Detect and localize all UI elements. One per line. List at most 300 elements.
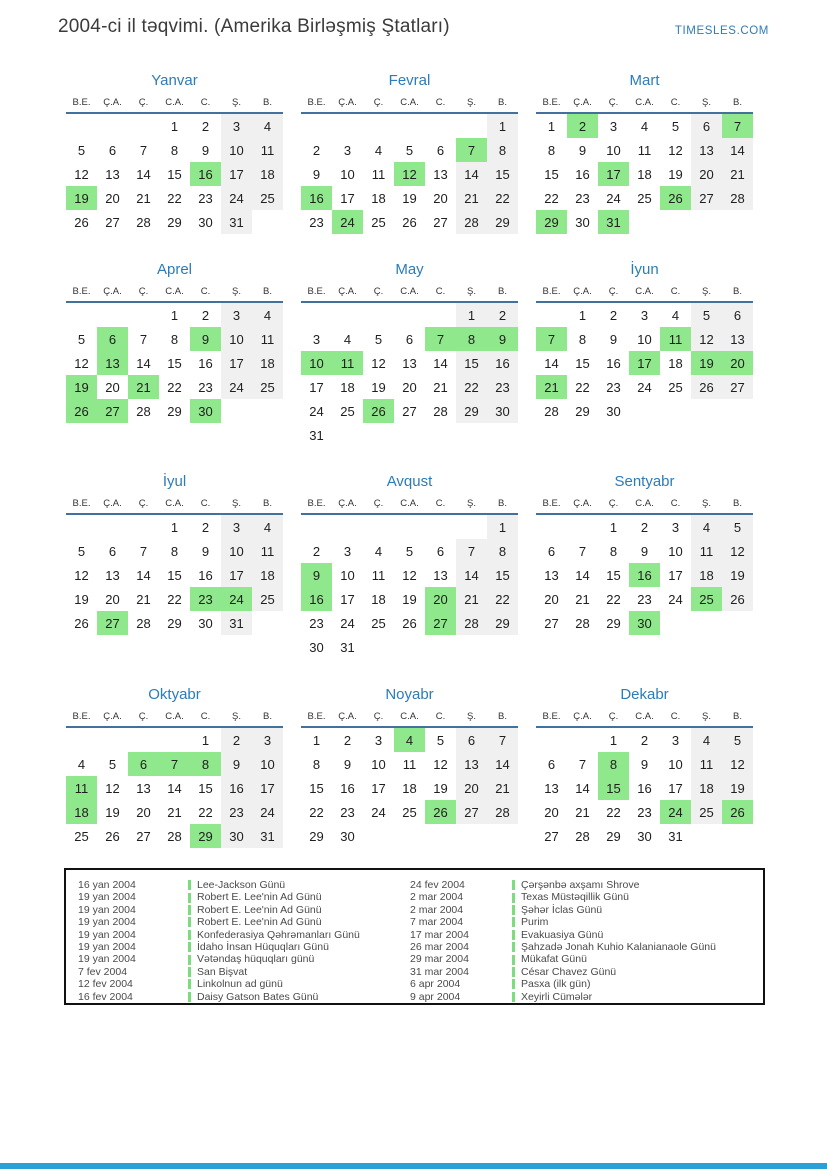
- day-cell: 25: [252, 186, 283, 210]
- day-cell: 30: [637, 828, 652, 844]
- holiday-date: 29 mar 2004: [410, 953, 469, 966]
- day-cell: 8: [609, 543, 618, 559]
- month-grid: [536, 283, 753, 423]
- day-cell: 24: [309, 403, 324, 419]
- day-cell: 15: [167, 166, 182, 182]
- holiday-entry: [188, 879, 410, 891]
- holiday-entry: [512, 879, 757, 891]
- day-cell: 1: [201, 732, 210, 748]
- day-cell: 30: [629, 611, 660, 635]
- day-cell: 22: [487, 186, 518, 210]
- day-cell: 14: [136, 166, 151, 182]
- day-cell: 3: [640, 307, 649, 323]
- day-cell: 8: [170, 331, 179, 347]
- day-cell: 12: [394, 162, 425, 186]
- weekday-header: B.E.: [536, 708, 567, 727]
- month-title: Sentyabr: [614, 473, 675, 490]
- day-cell: [97, 727, 128, 752]
- day-cell: 19: [433, 780, 448, 796]
- day-cell: 9: [343, 756, 352, 772]
- weekday-header: Ç.A.: [332, 495, 363, 514]
- day-cell: [691, 824, 722, 848]
- day-cell: [66, 113, 97, 138]
- day-cell: 22: [167, 591, 182, 607]
- day-cell: 27: [136, 828, 151, 844]
- weekday-header: Ç.: [128, 495, 159, 514]
- day-cell: 4: [252, 113, 283, 138]
- month-grid: [536, 708, 753, 848]
- weekday-header: Ç.: [598, 708, 629, 727]
- holiday-entry: [188, 929, 410, 941]
- day-cell: 1: [170, 307, 179, 323]
- day-cell: 20: [136, 804, 151, 820]
- holiday-name: Purim: [521, 916, 549, 929]
- day-cell: 12: [722, 752, 753, 776]
- day-cell: 13: [544, 567, 559, 583]
- weekday-header: C.: [190, 283, 221, 302]
- day-cell: 6: [405, 331, 414, 347]
- holiday-entry: [512, 904, 757, 916]
- day-cell: 31: [309, 427, 324, 443]
- weekday-header: C.A.: [394, 708, 425, 727]
- holiday-marker-icon: [512, 905, 515, 915]
- weekday-header: B.E.: [66, 283, 97, 302]
- day-cell: 17: [252, 776, 283, 800]
- day-cell: 27: [544, 828, 559, 844]
- day-cell: 8: [487, 138, 518, 162]
- holiday-date: 26 mar 2004: [410, 941, 469, 954]
- day-cell: 9: [312, 166, 321, 182]
- day-cell: 23: [309, 615, 324, 631]
- day-cell: 5: [405, 142, 414, 158]
- day-cell: 16: [575, 166, 590, 182]
- day-cell: 2: [567, 113, 598, 138]
- weekday-header: Ş.: [221, 708, 252, 727]
- day-cell: [456, 824, 487, 848]
- day-cell: 18: [252, 563, 283, 587]
- month-9: [536, 471, 753, 684]
- holiday-date: 9 apr 2004: [410, 990, 461, 1003]
- day-cell: 14: [167, 780, 182, 796]
- weekday-header: Ç.A.: [567, 94, 598, 113]
- day-cell: [722, 210, 753, 234]
- day-cell: 18: [252, 162, 283, 186]
- day-cell: 27: [722, 375, 753, 399]
- day-cell: 1: [609, 519, 618, 535]
- day-cell: 11: [371, 166, 386, 182]
- holiday-entry: [512, 966, 757, 978]
- weekday-header: Ç.A.: [332, 94, 363, 113]
- day-cell: 31: [252, 824, 283, 848]
- day-cell: 4: [252, 302, 283, 327]
- day-cell: [301, 302, 332, 327]
- weekday-header: Ç.A.: [97, 94, 128, 113]
- day-cell: 24: [371, 804, 386, 820]
- weekday-header: C.: [425, 708, 456, 727]
- day-cell: 17: [371, 780, 386, 796]
- holiday-marker-icon: [512, 942, 515, 952]
- day-cell: 24: [606, 190, 621, 206]
- day-cell: [301, 113, 332, 138]
- day-cell: 1: [609, 732, 618, 748]
- day-cell: 21: [128, 375, 159, 399]
- day-cell: 12: [433, 756, 448, 772]
- weekday-header: B.E.: [301, 708, 332, 727]
- day-cell: [97, 302, 128, 327]
- weekday-header: Ç.: [363, 94, 394, 113]
- day-cell: 22: [575, 379, 590, 395]
- day-cell: 16: [301, 186, 332, 210]
- day-cell: 8: [170, 142, 179, 158]
- day-cell: 10: [340, 567, 355, 583]
- day-cell: 11: [691, 539, 722, 563]
- day-cell: 12: [371, 355, 386, 371]
- day-cell: 1: [170, 519, 179, 535]
- day-cell: [363, 302, 394, 327]
- day-cell: 6: [691, 113, 722, 138]
- holiday-marker-icon: [512, 930, 515, 940]
- day-cell: 6: [128, 752, 159, 776]
- day-cell: 21: [433, 379, 448, 395]
- month-title: Mart: [629, 72, 660, 89]
- weekday-header: Ç.A.: [97, 283, 128, 302]
- weekday-header: Ç.: [363, 495, 394, 514]
- month-title: May: [395, 261, 424, 278]
- day-cell: 9: [578, 142, 587, 158]
- day-cell: 27: [425, 611, 456, 635]
- holiday-date: 24 fev 2004: [410, 879, 465, 891]
- day-cell: [252, 210, 283, 234]
- weekday-header: Ç.: [128, 94, 159, 113]
- day-cell: 10: [252, 752, 283, 776]
- day-cell: 4: [343, 331, 352, 347]
- holiday-marker-icon: [512, 979, 515, 989]
- holiday-entry: [188, 941, 410, 953]
- day-cell: 13: [105, 166, 120, 182]
- holiday-entry: [188, 978, 410, 990]
- day-cell: [332, 423, 363, 447]
- day-cell: 14: [433, 355, 448, 371]
- weekday-header: Ç.A.: [567, 708, 598, 727]
- day-cell: [691, 210, 722, 234]
- day-cell: 15: [167, 355, 182, 371]
- day-cell: [66, 514, 97, 539]
- day-cell: 2: [312, 543, 321, 559]
- holiday-date: 6 apr 2004: [410, 978, 461, 991]
- month-2: [301, 70, 518, 259]
- holiday-date: 19 yan 2004: [78, 916, 136, 929]
- day-cell: 10: [371, 756, 386, 772]
- day-cell: 27: [456, 800, 487, 824]
- day-cell: 13: [433, 166, 448, 182]
- day-cell: 29: [575, 403, 590, 419]
- months-grid: [66, 70, 753, 864]
- day-cell: 6: [97, 327, 128, 351]
- day-cell: 25: [691, 800, 722, 824]
- day-cell: 7: [487, 727, 518, 752]
- day-cell: 18: [340, 379, 355, 395]
- day-cell: 19: [722, 563, 753, 587]
- day-cell: 16: [221, 776, 252, 800]
- day-cell: 19: [722, 776, 753, 800]
- day-cell: 7: [722, 113, 753, 138]
- day-cell: 20: [105, 379, 120, 395]
- month-title: Fevral: [388, 72, 431, 89]
- weekday-header: B.E.: [536, 94, 567, 113]
- day-cell: 7: [456, 539, 487, 563]
- day-cell: 16: [487, 351, 518, 375]
- weekday-header: Ş.: [221, 495, 252, 514]
- day-cell: [629, 210, 660, 234]
- day-cell: 24: [252, 800, 283, 824]
- holiday-entry: [512, 978, 757, 990]
- day-cell: 20: [105, 591, 120, 607]
- holiday-entry: [512, 916, 757, 928]
- day-cell: 8: [578, 331, 587, 347]
- day-cell: [252, 611, 283, 635]
- weekday-header: Ç.A.: [567, 283, 598, 302]
- weekday-header: B.E.: [301, 495, 332, 514]
- day-cell: [425, 514, 456, 539]
- day-cell: 26: [74, 214, 89, 230]
- holiday-marker-icon: [188, 880, 191, 890]
- day-cell: [425, 635, 456, 659]
- month-1: [66, 70, 283, 259]
- day-cell: 30: [198, 214, 213, 230]
- holiday-name: Şəhər İclas Günü: [521, 903, 603, 916]
- weekday-header: C.: [190, 495, 221, 514]
- weekday-header: C.A.: [394, 94, 425, 113]
- day-cell: 9: [640, 756, 649, 772]
- weekday-header: Ç.: [363, 708, 394, 727]
- day-cell: 13: [433, 567, 448, 583]
- day-cell: 11: [252, 539, 283, 563]
- day-cell: 15: [575, 355, 590, 371]
- day-cell: 26: [660, 186, 691, 210]
- day-cell: 7: [578, 543, 587, 559]
- day-cell: 13: [722, 327, 753, 351]
- day-cell: 21: [136, 591, 151, 607]
- day-cell: 1: [578, 307, 587, 323]
- day-cell: 11: [660, 327, 691, 351]
- day-cell: [691, 611, 722, 635]
- holiday-marker-icon: [512, 967, 515, 977]
- holiday-name: Pasxa (ilk gün): [521, 978, 591, 991]
- day-cell: 3: [343, 142, 352, 158]
- day-cell: [363, 635, 394, 659]
- day-cell: [97, 514, 128, 539]
- day-cell: 2: [640, 732, 649, 748]
- day-cell: 2: [201, 519, 210, 535]
- day-cell: 12: [668, 142, 683, 158]
- day-cell: [567, 727, 598, 752]
- day-cell: 3: [609, 118, 618, 134]
- day-cell: 19: [402, 190, 417, 206]
- holiday-marker-icon: [512, 917, 515, 927]
- day-cell: [128, 514, 159, 539]
- holiday-entry: [188, 891, 410, 903]
- day-cell: 6: [436, 142, 445, 158]
- day-cell: 7: [139, 142, 148, 158]
- day-cell: 10: [668, 543, 683, 559]
- day-cell: 16: [629, 563, 660, 587]
- day-cell: 8: [312, 756, 321, 772]
- day-cell: 19: [371, 379, 386, 395]
- day-cell: 3: [312, 331, 321, 347]
- day-cell: 4: [640, 118, 649, 134]
- day-cell: 11: [332, 351, 363, 375]
- day-cell: [301, 514, 332, 539]
- day-cell: 13: [544, 780, 559, 796]
- holiday-legend: [64, 868, 765, 1005]
- day-cell: 25: [371, 615, 386, 631]
- day-cell: [536, 727, 567, 752]
- day-cell: 28: [575, 615, 590, 631]
- day-cell: 26: [722, 587, 753, 611]
- weekday-header: Ç.: [598, 94, 629, 113]
- day-cell: 14: [136, 567, 151, 583]
- holiday-marker-icon: [188, 967, 191, 977]
- holiday-date: 31 mar 2004: [410, 965, 469, 978]
- day-cell: 4: [374, 142, 383, 158]
- weekday-header: Ş.: [221, 94, 252, 113]
- day-cell: 16: [606, 355, 621, 371]
- day-cell: [394, 113, 425, 138]
- page-title: 2004-ci il təqvimi. (Amerika Birləşmiş Ştatları): [58, 16, 450, 37]
- day-cell: 22: [167, 379, 182, 395]
- day-cell: 25: [371, 214, 386, 230]
- day-cell: 21: [575, 591, 590, 607]
- day-cell: 8: [170, 543, 179, 559]
- day-cell: 14: [456, 162, 487, 186]
- holiday-marker-icon: [188, 905, 191, 915]
- weekday-header: Ç.: [598, 495, 629, 514]
- month-grid: [536, 495, 753, 635]
- holiday-marker-icon: [188, 942, 191, 952]
- day-cell: 9: [301, 563, 332, 587]
- day-cell: 11: [252, 327, 283, 351]
- day-cell: 24: [660, 800, 691, 824]
- holiday-marker-icon: [512, 955, 515, 965]
- day-cell: 26: [691, 375, 722, 399]
- holiday-marker-icon: [188, 992, 191, 1002]
- day-cell: 25: [668, 379, 683, 395]
- day-cell: 23: [606, 379, 621, 395]
- weekday-header: C.A.: [159, 708, 190, 727]
- weekday-header: C.: [190, 708, 221, 727]
- day-cell: 6: [547, 756, 556, 772]
- month-title: Avqust: [386, 473, 433, 490]
- weekday-header: C.: [660, 283, 691, 302]
- day-cell: 28: [456, 210, 487, 234]
- day-cell: [722, 824, 753, 848]
- day-cell: 6: [722, 302, 753, 327]
- day-cell: 3: [374, 732, 383, 748]
- weekday-header: Ş.: [456, 94, 487, 113]
- day-cell: 16: [198, 567, 213, 583]
- day-cell: [456, 113, 487, 138]
- day-cell: 25: [252, 375, 283, 399]
- day-cell: 29: [167, 403, 182, 419]
- weekday-header: B.E.: [301, 283, 332, 302]
- weekday-header: Ç.: [128, 708, 159, 727]
- day-cell: 30: [340, 828, 355, 844]
- day-cell: 7: [139, 331, 148, 347]
- day-cell: 2: [221, 727, 252, 752]
- day-cell: 26: [74, 615, 89, 631]
- day-cell: [567, 514, 598, 539]
- day-cell: 4: [691, 514, 722, 539]
- day-cell: 4: [252, 514, 283, 539]
- day-cell: 2: [487, 302, 518, 327]
- day-cell: 20: [544, 804, 559, 820]
- day-cell: 14: [544, 355, 559, 371]
- weekday-header: B.: [252, 495, 283, 514]
- day-cell: 18: [252, 351, 283, 375]
- day-cell: [456, 635, 487, 659]
- day-cell: 18: [691, 563, 722, 587]
- day-cell: [487, 824, 518, 848]
- day-cell: [660, 399, 691, 423]
- day-cell: 3: [221, 113, 252, 138]
- month-6: [536, 259, 753, 471]
- day-cell: 17: [629, 351, 660, 375]
- weekday-header: C.: [190, 94, 221, 113]
- day-cell: [332, 113, 363, 138]
- day-cell: [252, 399, 283, 423]
- day-cell: 5: [671, 118, 680, 134]
- holiday-entry: [512, 891, 757, 903]
- day-cell: 28: [167, 828, 182, 844]
- day-cell: 25: [252, 587, 283, 611]
- day-cell: 19: [74, 591, 89, 607]
- day-cell: 23: [487, 375, 518, 399]
- day-cell: 26: [425, 800, 456, 824]
- day-cell: 22: [544, 190, 559, 206]
- day-cell: 1: [487, 113, 518, 138]
- day-cell: 2: [312, 142, 321, 158]
- day-cell: 21: [536, 375, 567, 399]
- day-cell: 11: [66, 776, 97, 800]
- day-cell: 17: [309, 379, 324, 395]
- day-cell: 14: [722, 138, 753, 162]
- weekday-header: Ç.: [128, 283, 159, 302]
- holiday-entry: [188, 991, 410, 1003]
- day-cell: 29: [536, 210, 567, 234]
- month-title: Yanvar: [151, 72, 198, 89]
- day-cell: 19: [66, 186, 97, 210]
- day-cell: 27: [433, 214, 448, 230]
- day-cell: 21: [575, 804, 590, 820]
- day-cell: 15: [487, 162, 518, 186]
- day-cell: 10: [606, 142, 621, 158]
- day-cell: 26: [105, 828, 120, 844]
- day-cell: 12: [691, 327, 722, 351]
- day-cell: 1: [456, 302, 487, 327]
- day-cell: 27: [105, 214, 120, 230]
- day-cell: 2: [201, 118, 210, 134]
- day-cell: 13: [402, 355, 417, 371]
- day-cell: 5: [436, 732, 445, 748]
- weekday-header: C.: [425, 495, 456, 514]
- day-cell: 31: [668, 828, 683, 844]
- day-cell: 23: [198, 190, 213, 206]
- brand-link[interactable]: TIMESLES.COM: [674, 25, 769, 37]
- holiday-entry: [188, 904, 410, 916]
- day-cell: 18: [371, 190, 386, 206]
- day-cell: [66, 727, 97, 752]
- month-12: [536, 684, 753, 864]
